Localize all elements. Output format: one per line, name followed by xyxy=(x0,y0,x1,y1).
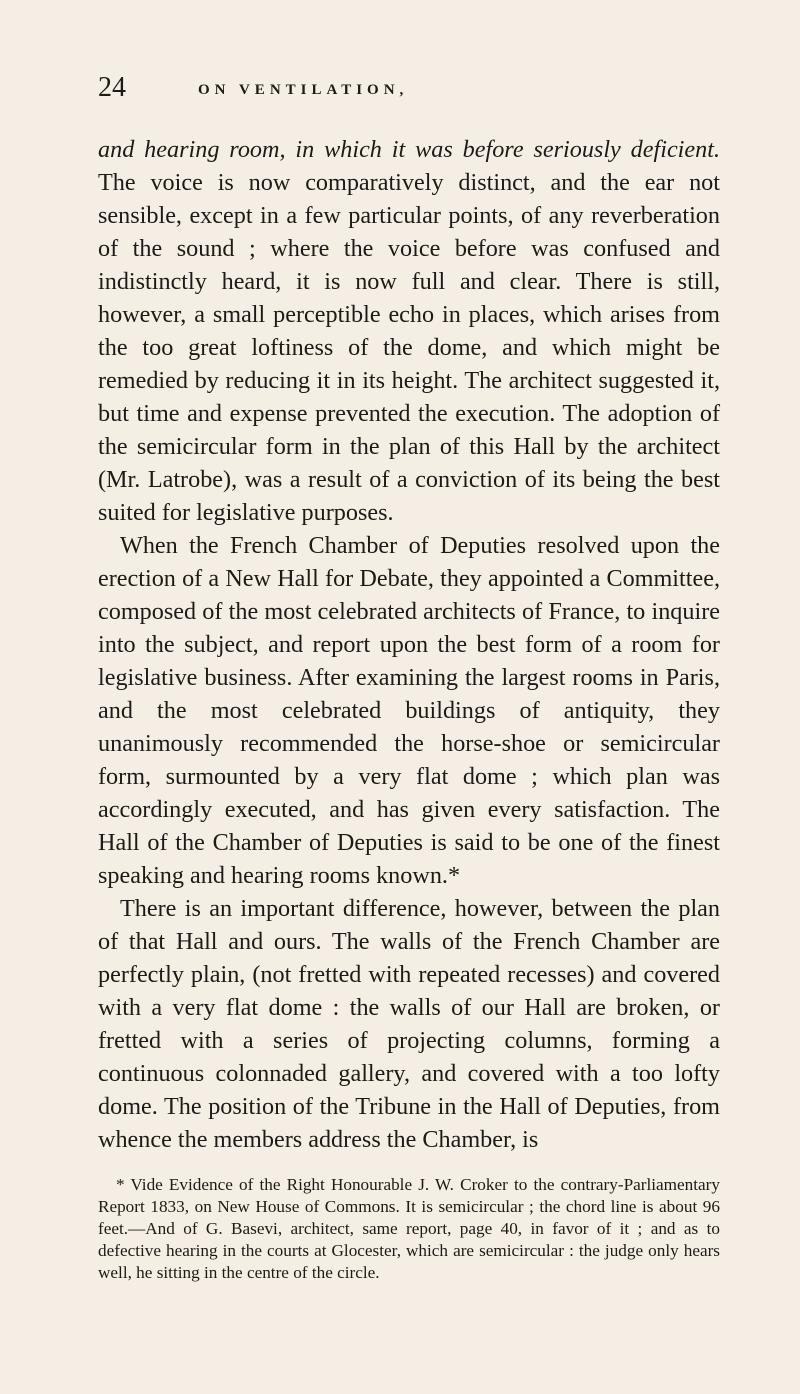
footnote xyxy=(98,1174,720,1284)
footnote-text: * Vide Evidence of the Right Honourable J. W. Croker to the contrary-Parliamentary Report 1833, on New House of Commons. It is semicircular ; the chord line is about 96 feet.—And of G. Basevi, architect, same report, page 40, in favor of it ; and as to defective hearing in the courts at Glocester, which are semicircular : the judge only hears well, he sitting in the centre of the circle. xyxy=(98,1175,720,1282)
page-number: 24 xyxy=(98,72,126,103)
paragraph-1-italic-lead: and hearing room, in which it was before seriously deficient. xyxy=(98,136,720,163)
paragraph-3: There is an important difference, however, between the plan of that Hall and ours. The walls of the French Chamber are perfectly plain, (not fretted with repeated recesses) and covered with a very flat dome : the walls of our Hall are broken, or fretted with a series of projecting columns, forming a continuous colonnaded gallery, and covered with a too lofty dome. The position of the Tribune in the Hall of Deputies, from whence the members address the Chamber, is xyxy=(98,895,720,1153)
running-head xyxy=(98,72,720,112)
book-page xyxy=(98,72,720,1284)
running-title: ON VENTILATION, xyxy=(198,82,409,98)
paragraph-2: When the French Chamber of Deputies resolved upon the erection of a New Hall for Debate, they appointed a Committee, composed of the most celebrated architects of France, to inquire into the subject, and report upon the best form of a room for legislative business. After examining the largest rooms in Paris, and the most celebrated buildings of antiquity, they unanimously recommended the horse-shoe or semicircular form, surmounted by a very flat dome ; which plan was accordingly executed, and has given every satisfaction. The Hall of the Chamber of Deputies is said to be one of the finest speaking and hearing rooms known.* xyxy=(98,532,720,889)
paragraph-1-text: The voice is now comparatively distinct, and the ear not sensible, except in a few particular points, of any reverberation of the sound ; where the voice before was confused and indistinctly heard, it is now full and clear. There is still, however, a small perceptible echo in places, which arises from the too great loftiness of the dome, and which might be remedied by reducing it in its height. The architect suggested it, but time and expense prevented the execution. The adoption of the semicircular form in the plan of this Hall by the architect (Mr. Latrobe), was a result of a conviction of its being the best suited for legislative purposes. xyxy=(98,169,720,526)
paragraph-1 xyxy=(98,133,720,529)
body-text xyxy=(98,133,720,1156)
